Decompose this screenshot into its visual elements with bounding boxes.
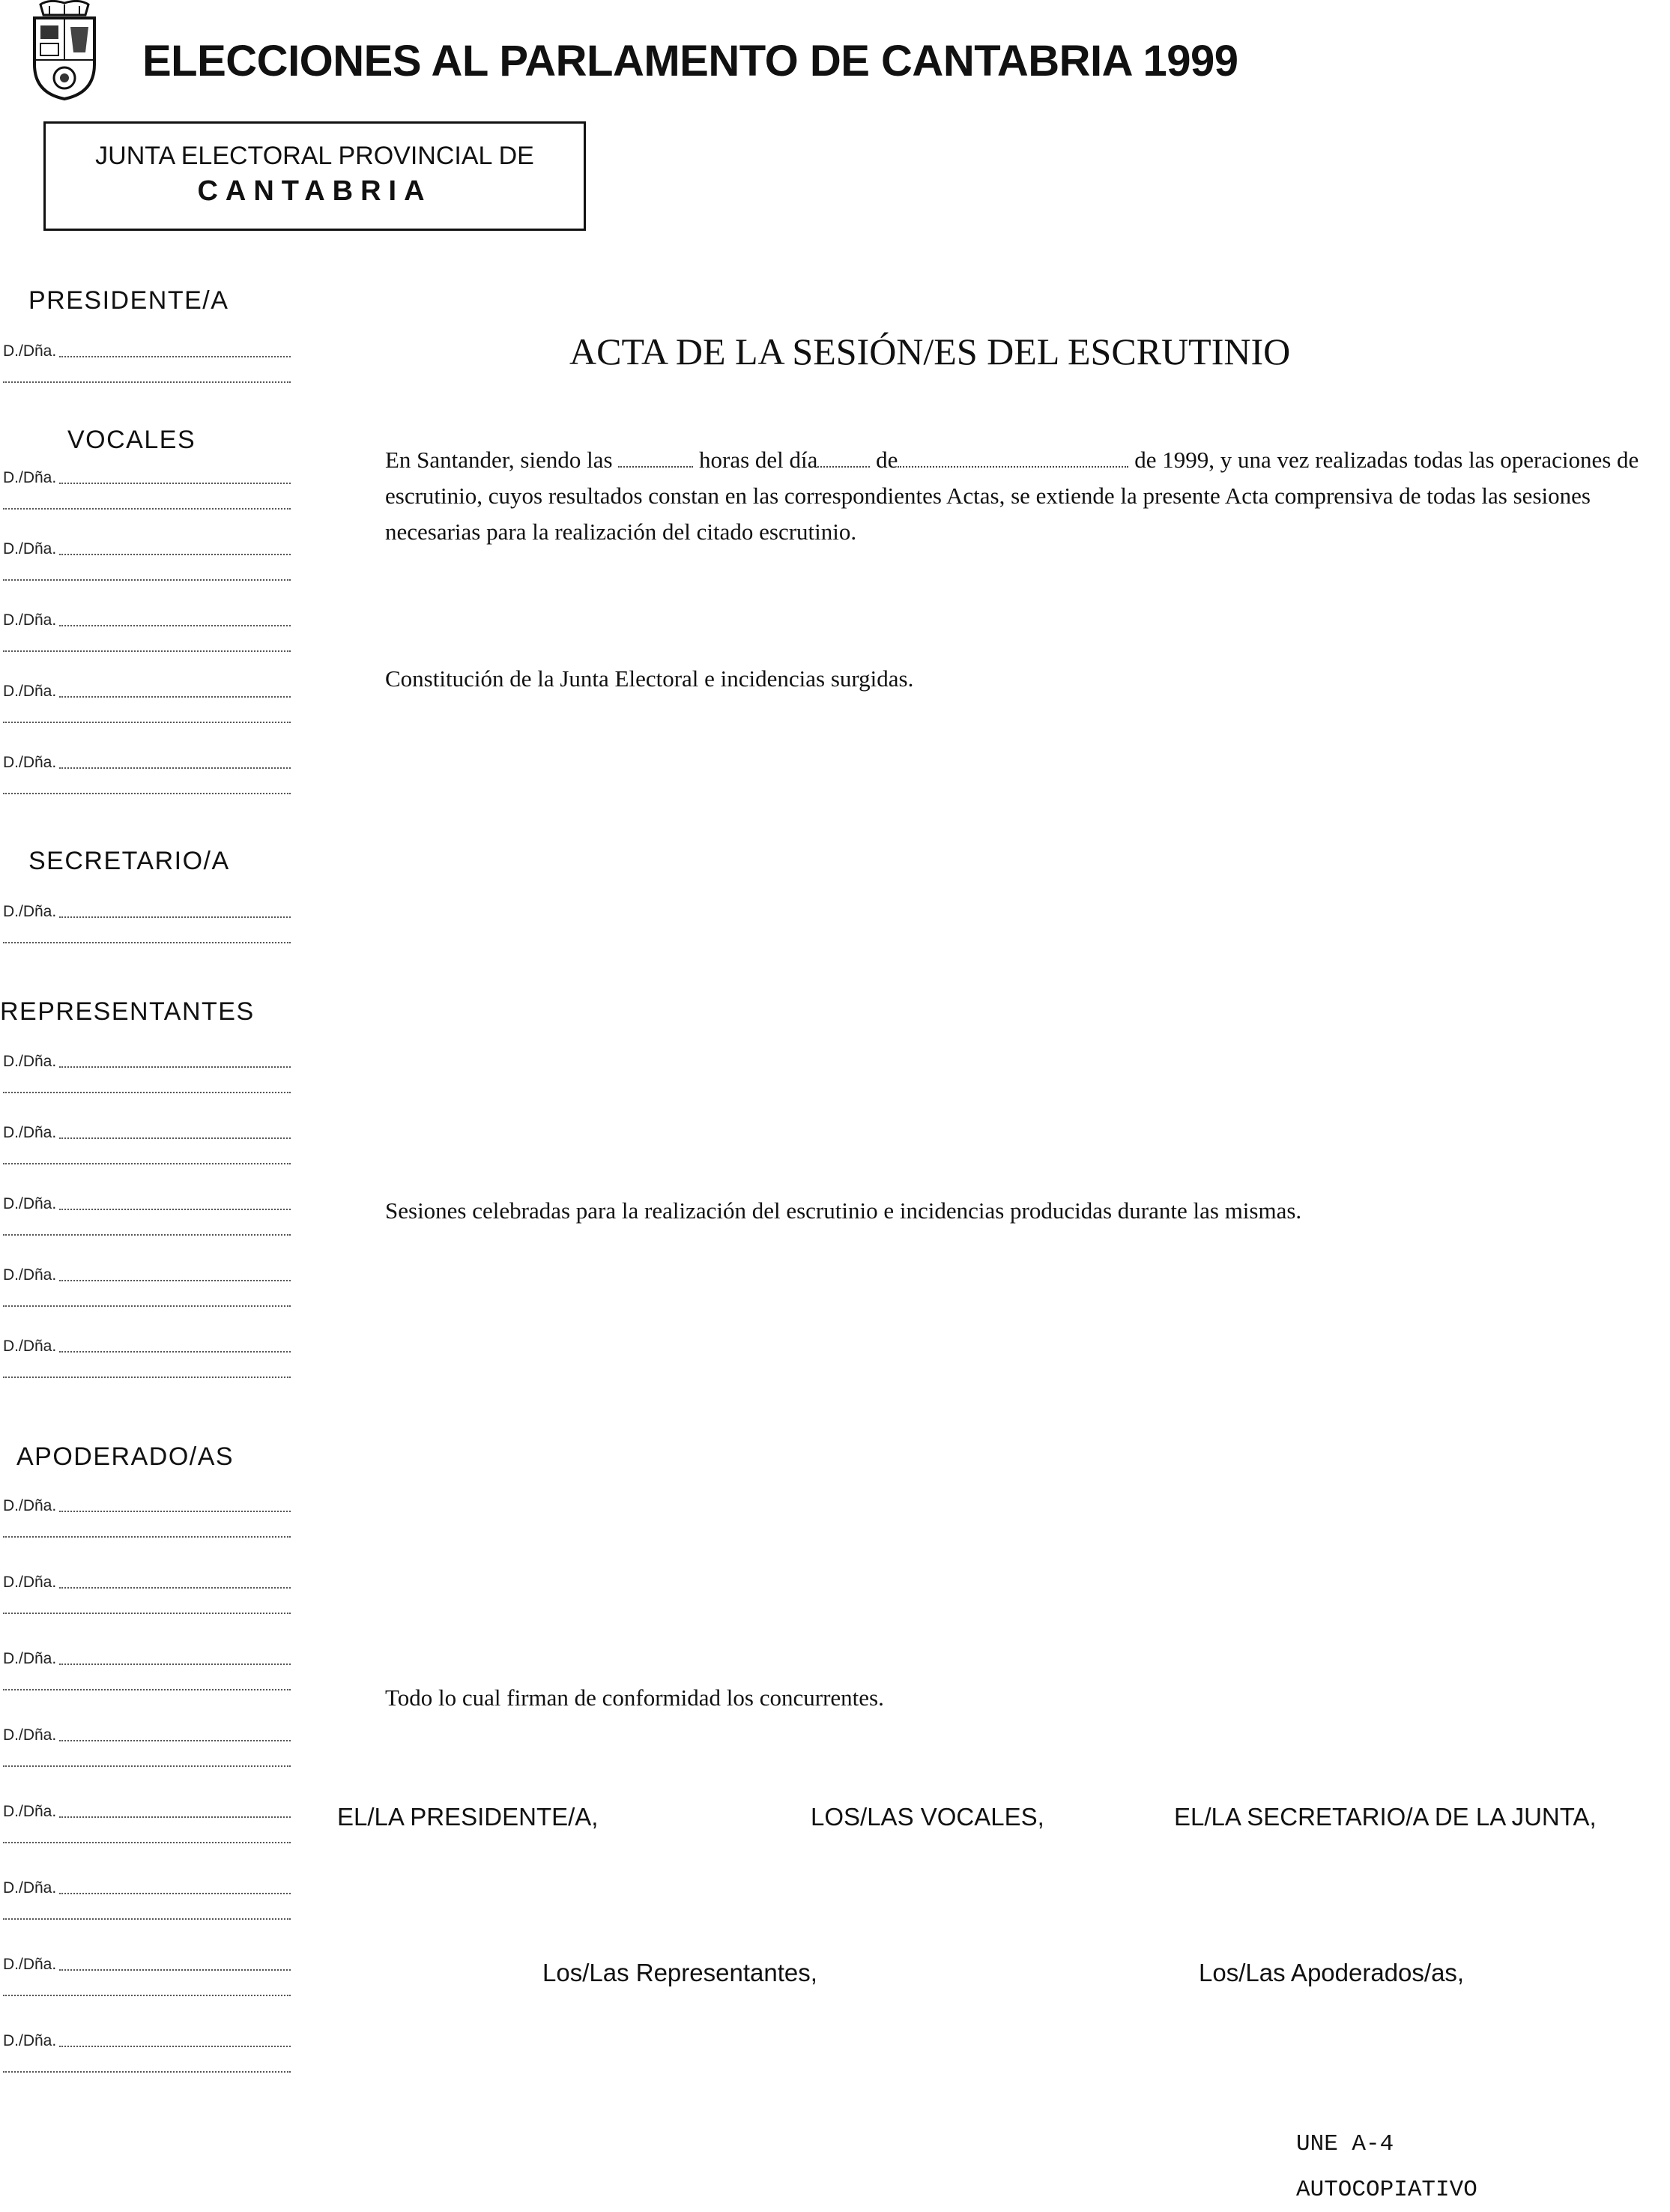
section-heading-vocales: VOCALES [67,426,196,454]
name-dotted-line [59,1066,291,1068]
name-dotted-line [59,1816,291,1818]
continuation-dotted-line[interactable] [3,1305,291,1307]
name-dotted-line [59,1739,291,1741]
signatory-name-field[interactable] [3,2032,291,2050]
continuation-dotted-line[interactable] [3,942,291,943]
intro-part-4: de 1999, y una vez realizadas todas las operaciones de escrutinio, cuyos resultados constan en las correspondientes Actas, se extiende la presente Acta comprensiva de todas las sesiones necesarias para la realización del citado escrutinio. [385,447,1639,545]
signatory-name-field[interactable] [3,1195,291,1213]
name-dotted-line [59,1350,291,1353]
name-prefix: D./Dña. [3,1266,57,1284]
name-prefix: D./Dña. [3,469,57,486]
continuation-dotted-line[interactable] [3,1918,291,1920]
name-dotted-line [59,1208,291,1210]
section-heading-secretario-a: SECRETARIO/A [28,847,230,875]
intro-part-3: de [876,447,898,473]
name-prefix: D./Dña. [3,611,57,629]
name-dotted-line [59,916,291,918]
signatory-name-field[interactable] [3,1726,291,1744]
signature-label-presidente: EL/LA PRESIDENTE/A, [337,1803,599,1831]
name-prefix: D./Dña. [3,1879,57,1897]
signatory-name-field[interactable] [3,1266,291,1284]
signatory-name-field[interactable] [3,754,291,772]
continuation-dotted-line[interactable] [3,1765,291,1767]
signatory-name-field[interactable] [3,1338,291,1356]
signatory-name-field[interactable] [3,1650,291,1668]
signatory-name-field[interactable] [3,683,291,701]
name-dotted-line [59,1137,291,1139]
signatory-name-field[interactable] [3,1956,291,1974]
continuation-dotted-line[interactable] [3,508,291,510]
continuation-dotted-line[interactable] [3,579,291,581]
name-prefix: D./Dña. [3,1195,57,1212]
junta-line-1: JUNTA ELECTORAL PROVINCIAL DE [95,142,534,170]
signatory-name-field[interactable] [3,342,291,360]
name-dotted-line [59,1892,291,1894]
signatory-name-field[interactable] [3,1124,291,1142]
name-prefix: D./Dña. [3,683,57,700]
name-prefix: D./Dña. [3,1803,57,1820]
name-prefix: D./Dña. [3,1497,57,1514]
name-prefix: D./Dña. [3,1338,57,1355]
continuation-dotted-line[interactable] [3,650,291,652]
continuation-dotted-line[interactable] [3,1689,291,1690]
name-dotted-line [59,355,291,357]
continuation-dotted-line[interactable] [3,1234,291,1236]
signatory-name-field[interactable] [3,1053,291,1071]
continuation-dotted-line[interactable] [3,1163,291,1164]
name-prefix: D./Dña. [3,1650,57,1667]
name-dotted-line [59,767,291,769]
name-dotted-line [59,1279,291,1281]
continuation-dotted-line[interactable] [3,2071,291,2073]
signature-label-secretario: EL/LA SECRETARIO/A DE LA JUNTA, [1174,1803,1597,1831]
day-field[interactable] [817,450,870,468]
conformidad-text: Todo lo cual firman de conformidad los concurrentes. [385,1684,884,1711]
name-dotted-line [59,624,291,626]
continuation-dotted-line[interactable] [3,1613,291,1614]
name-prefix: D./Dña. [3,903,57,920]
section-heading-representantes: REPRESENTANTES [0,997,255,1026]
name-prefix: D./Dña. [3,342,57,360]
signature-label-representantes: Los/Las Representantes, [542,1959,817,1986]
hour-field[interactable] [618,450,693,468]
intro-part-2: horas del día [699,447,818,473]
signatory-name-field[interactable] [3,1879,291,1897]
intro-paragraph [385,442,1666,550]
name-prefix: D./Dña. [3,754,57,771]
signature-label-apoderados: Los/Las Apoderados/as, [1199,1959,1465,1986]
month-field[interactable] [898,450,1128,468]
name-dotted-line [59,695,291,698]
name-prefix: D./Dña. [3,1956,57,1973]
name-dotted-line [59,482,291,484]
continuation-dotted-line[interactable] [3,793,291,794]
name-dotted-line [59,1663,291,1665]
intro-part-1: En Santander, siendo las [385,447,613,473]
continuation-dotted-line[interactable] [3,1536,291,1538]
name-dotted-line [59,553,291,555]
signatory-name-field[interactable] [3,1497,291,1515]
document-title: ELECCIONES AL PARLAMENTO DE CANTABRIA 1999 [142,37,1238,85]
name-dotted-line [59,2045,291,2047]
continuation-dotted-line[interactable] [3,1092,291,1093]
signatory-name-field[interactable] [3,469,291,487]
continuation-dotted-line[interactable] [3,1842,291,1843]
name-dotted-line [59,1510,291,1512]
name-dotted-line [59,1968,291,1971]
name-prefix: D./Dña. [3,1574,57,1591]
name-prefix: D./Dña. [3,1053,57,1070]
name-prefix: D./Dña. [3,540,57,557]
name-dotted-line [59,1586,291,1589]
name-prefix: D./Dña. [3,1726,57,1744]
name-prefix: D./Dña. [3,2032,57,2049]
name-prefix: D./Dña. [3,1124,57,1141]
signatory-name-field[interactable] [3,1803,291,1821]
signatory-name-field[interactable] [3,1574,291,1592]
signatory-name-field[interactable] [3,903,291,921]
signatory-name-field[interactable] [3,540,291,558]
sesiones-heading: Sesiones celebradas para la realización del escrutinio e incidencias producidas durante las mismas. [385,1197,1302,1224]
continuation-dotted-line[interactable] [3,381,291,383]
constitucion-heading: Constitución de la Junta Electoral e incidencias surgidas. [385,665,914,692]
junta-line-2: CANTABRIA [197,175,432,207]
signatories-sidebar [0,0,300,2212]
continuation-dotted-line[interactable] [3,1377,291,1378]
continuation-dotted-line[interactable] [3,722,291,723]
section-heading-presidente-a: PRESIDENTE/A [28,286,229,315]
footer-type: AUTOCOPIATIVO [1296,2177,1477,2203]
section-heading-apoderado-as: APODERADO/AS [16,1442,235,1471]
signature-label-vocales: LOS/LAS VOCALES, [811,1803,1044,1831]
continuation-dotted-line[interactable] [3,1995,291,1996]
signatory-name-field[interactable] [3,611,291,629]
footer-format: UNE A-4 [1296,2131,1394,2157]
acta-title: ACTA DE LA SESIÓN/ES DEL ESCRUTINIO [569,330,1291,372]
